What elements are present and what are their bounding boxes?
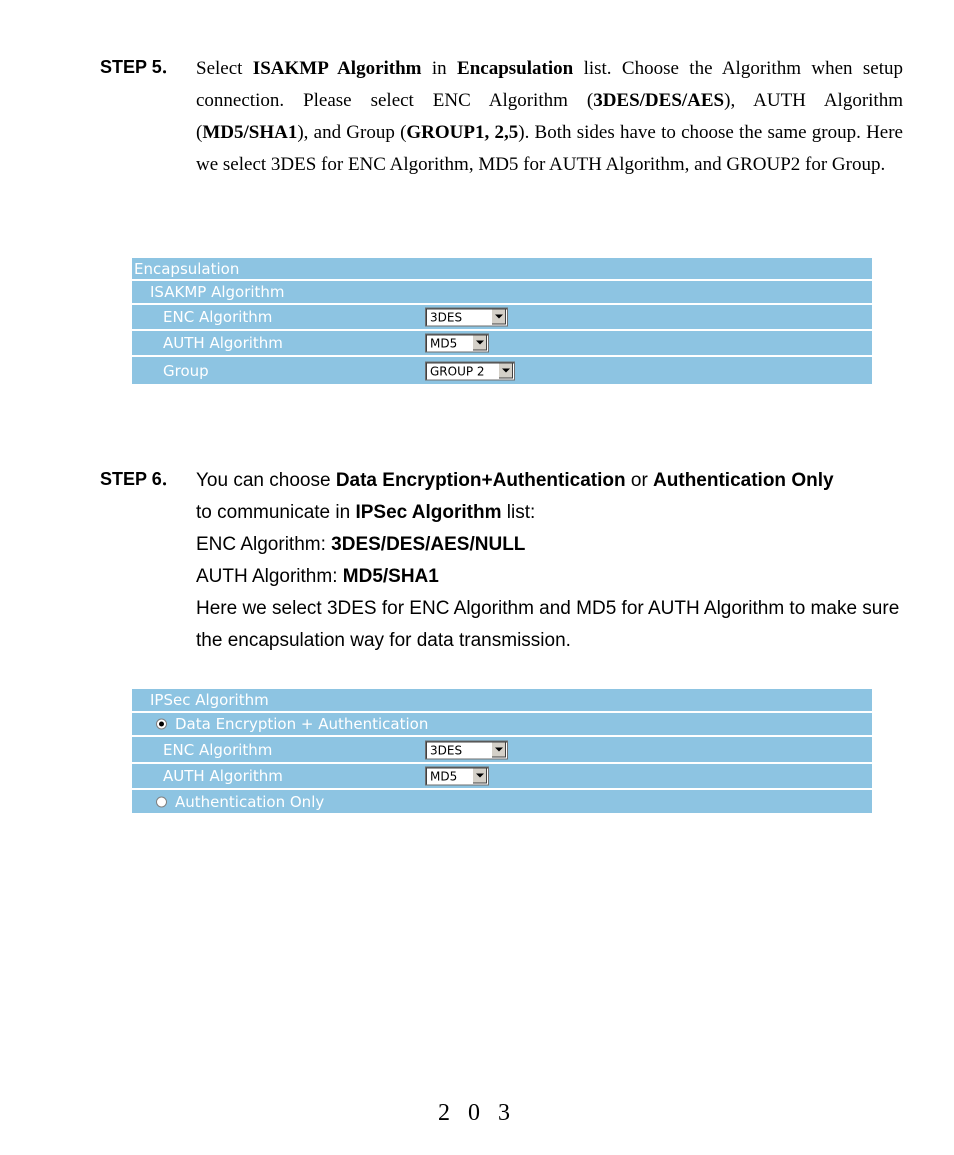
isakmp-group-row: [132, 357, 872, 384]
chevron-down-icon[interactable]: [472, 769, 487, 784]
chevron-down-icon[interactable]: [472, 336, 487, 351]
enc-auth-radio[interactable]: [156, 719, 167, 730]
enc-auth-option-label: Data Encryption + Authentication: [175, 715, 429, 733]
isakmp-auth-select[interactable]: MD5: [425, 334, 489, 353]
enc-algorithm-label: ENC Algorithm: [163, 308, 273, 326]
auth-algorithm-label: AUTH Algorithm: [163, 334, 283, 352]
ipsec-enc-row: [132, 737, 872, 764]
isakmp-enc-row: [132, 305, 872, 331]
step-5-text: Select ISAKMP Algorithm in Encapsulation list. Choose the Algorithm when setup connection. Please select ENC Algorithm (3DES/DES/AES), AUTH Algorithm (MD5/SHA1), and Group (GROUP1, 2,5). Both sides have to choose the same group. Here we select 3DES for ENC Algorithm, MD5 for AUTH Algorithm, and GROUP2 for Group.: [196, 58, 903, 175]
step-6-explanation: Here we select 3DES for ENC Algorithm and MD5 for AUTH Algorithm to make sure the encapsulation way for data transmission.: [196, 598, 900, 651]
isakmp-group-select[interactable]: GROUP 2: [425, 361, 515, 380]
isakmp-title: ISAKMP Algorithm: [150, 283, 285, 301]
isakmp-section: [132, 281, 872, 305]
ipsec-header: [132, 689, 872, 713]
ipsec-enc-select[interactable]: 3DES: [425, 740, 508, 759]
ipsec-title: IPSec Algorithm: [150, 691, 269, 709]
isakmp-auth-row: [132, 331, 872, 357]
auth-only-option-row[interactable]: [132, 790, 872, 813]
chevron-down-icon[interactable]: [491, 742, 506, 757]
encapsulation-panel: [132, 258, 872, 384]
step-5-label: STEP 5．: [100, 57, 180, 77]
ipsec-auth-select[interactable]: MD5: [425, 767, 489, 786]
chevron-down-icon[interactable]: [498, 363, 513, 378]
step-6-text: You can choose Data Encryption+Authentication or Authentication Only to communicate in IPSec Algorithm list: ENC Algorithm: 3DES/DES/AES/NULL AUTH Algorithm: MD5/SHA1 Here we select 3DES for ENC Algorithm and MD5 for AUTH Algorithm to make sure the encapsulation way for data transmission.: [196, 465, 903, 657]
encapsulation-header: [132, 258, 872, 281]
ipsec-panel: [132, 689, 872, 813]
ipsec-auth-row: [132, 764, 872, 790]
group-label: Group: [163, 361, 209, 380]
step-6-label: STEP 6．: [100, 469, 180, 489]
isakmp-enc-select[interactable]: 3DES: [425, 308, 508, 327]
page-number: 2 0 3: [438, 1100, 516, 1126]
auth-only-option-label: Authentication Only: [175, 792, 325, 811]
enc-algorithm-label: ENC Algorithm: [163, 740, 273, 759]
encapsulation-title: Encapsulation: [134, 259, 240, 278]
enc-auth-option-row[interactable]: [132, 713, 872, 737]
chevron-down-icon[interactable]: [491, 310, 506, 325]
auth-algorithm-label: AUTH Algorithm: [163, 767, 283, 785]
auth-only-radio[interactable]: [156, 796, 167, 807]
